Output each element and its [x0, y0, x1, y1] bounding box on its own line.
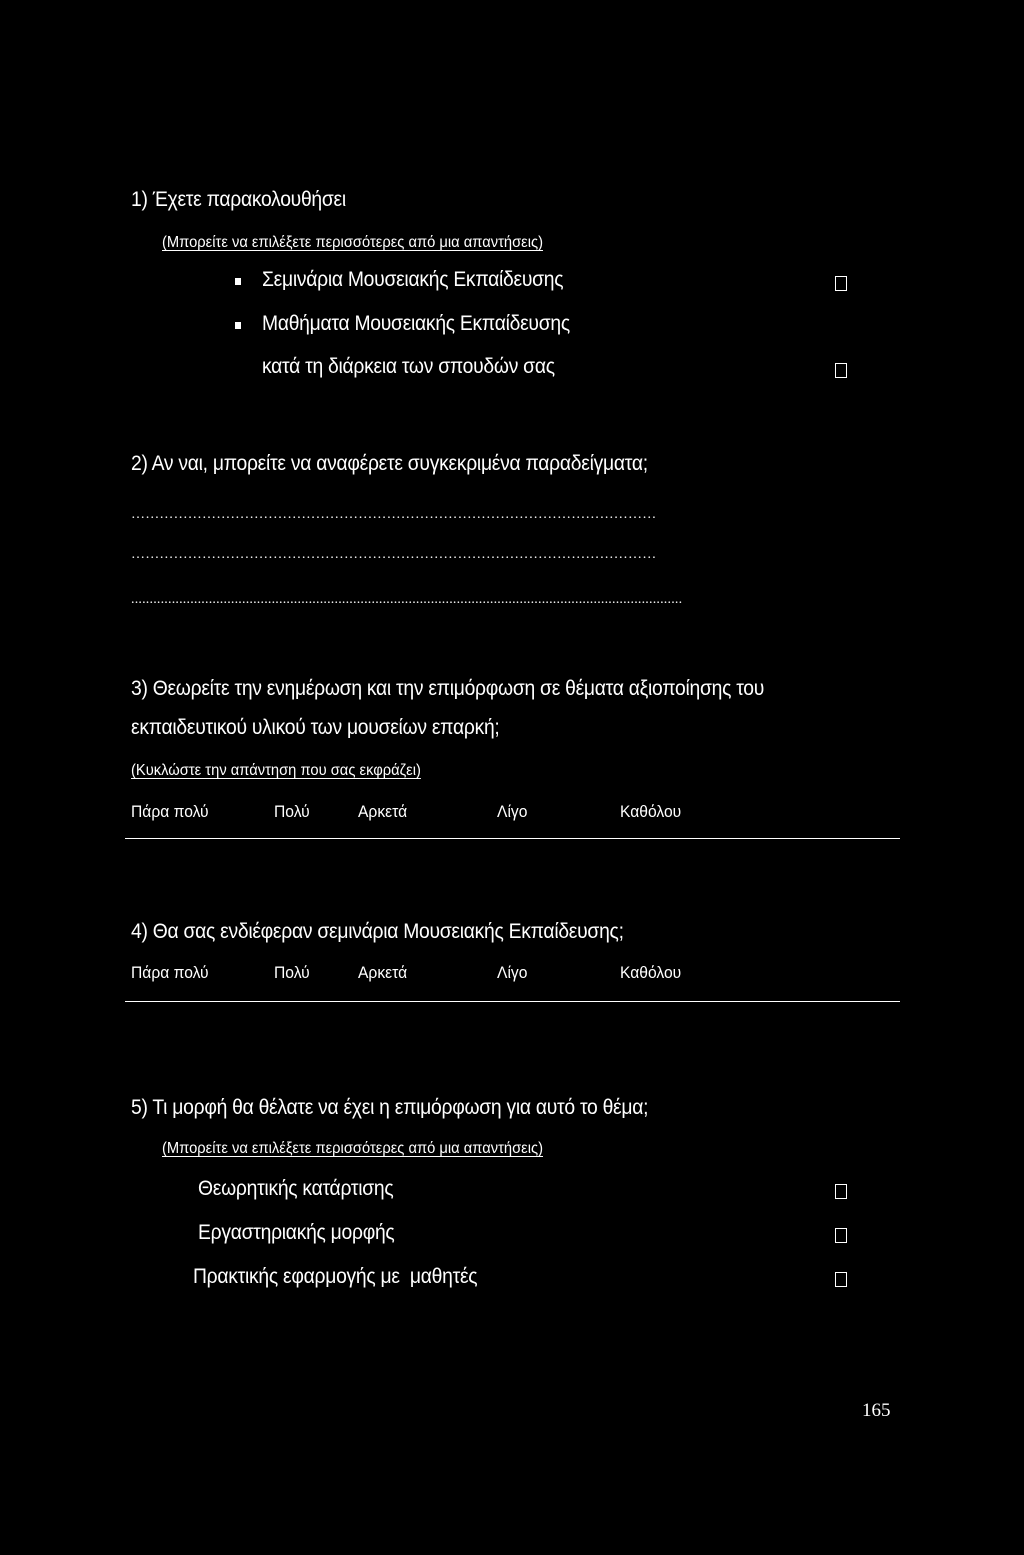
q2-title: 2) Αν ναι, μπορείτε να αναφέρετε συγκεκριμένα παραδείγματα; — [131, 452, 648, 475]
q4-option-poly[interactable]: Πολύ — [274, 963, 310, 982]
q5-option-1-label: Θεωρητικής κατάρτισης — [198, 1177, 394, 1200]
q3-divider — [125, 838, 900, 839]
q5-option-3-checkbox[interactable] — [835, 1272, 847, 1287]
bullet-icon — [235, 322, 241, 329]
q3-option-ligo[interactable]: Λίγο — [497, 802, 528, 821]
q2-answer-line-1[interactable]: ………………………………………………………………………………………………… — [131, 507, 657, 522]
q5-note: (Μπορείτε να επιλέξετε περισσότερες από μια απαντήσεις) — [162, 1140, 544, 1157]
q5-option-3-label: Πρακτικής εφαρμογής με μαθητές — [193, 1265, 478, 1288]
q1-item-1-checkbox[interactable] — [835, 276, 847, 291]
bullet-icon — [235, 278, 241, 285]
q1-item-2-label: Μαθήματα Μουσειακής Εκπαίδευσης — [262, 312, 570, 335]
q4-option-katholou[interactable]: Καθόλου — [620, 963, 682, 982]
q2-answer-line-2[interactable]: ………………………………………………………………………………………………… — [131, 547, 657, 562]
q5-title: 5) Τι μορφή θα θέλατε να έχει η επιμόρφωση για αυτό το θέμα; — [131, 1096, 649, 1119]
q4-option-ligo[interactable]: Λίγο — [497, 963, 528, 982]
q1-item-1-label: Σεμινάρια Μουσειακής Εκπαίδευσης — [262, 268, 564, 291]
q5-option-1-checkbox[interactable] — [835, 1184, 847, 1199]
q3-option-para-poly[interactable]: Πάρα πολύ — [131, 802, 209, 821]
q1-note: (Μπορείτε να επιλέξετε περισσότερες από μια απαντήσεις) — [162, 234, 544, 251]
q5-option-2-checkbox[interactable] — [835, 1228, 847, 1243]
q4-divider — [125, 1001, 900, 1002]
q5-option-2-label: Εργαστηριακής μορφής — [198, 1221, 395, 1244]
q3-title-line1: 3) Θεωρείτε την ενημέρωση και την επιμόρφωση σε θέματα αξιοποίησης του — [131, 677, 765, 700]
q2-answer-line-3[interactable]: ..................................................................................................................................................... — [131, 592, 683, 607]
q4-title: 4) Θα σας ενδιέφεραν σεμινάρια Μουσειακής Εκπαίδευσης; — [131, 920, 624, 943]
q3-title-line2: εκπαιδευτικού υλικού των μουσείων επαρκή; — [131, 716, 500, 739]
q1-item-2-label-line2: κατά τη διάρκεια των σπουδών σας — [262, 355, 555, 378]
q3-note: (Κυκλώστε την απάντηση που σας εκφράζει) — [131, 762, 421, 779]
page-number: 165 — [862, 1400, 891, 1421]
q1-title: 1) Έχετε παρακολουθήσει — [131, 188, 346, 211]
q1-item-2-checkbox[interactable] — [835, 363, 847, 378]
q4-option-arketa[interactable]: Αρκετά — [358, 963, 408, 982]
q4-option-para-poly[interactable]: Πάρα πολύ — [131, 963, 209, 982]
q3-option-katholou[interactable]: Καθόλου — [620, 802, 682, 821]
q3-option-arketa[interactable]: Αρκετά — [358, 802, 408, 821]
q3-option-poly[interactable]: Πολύ — [274, 802, 310, 821]
